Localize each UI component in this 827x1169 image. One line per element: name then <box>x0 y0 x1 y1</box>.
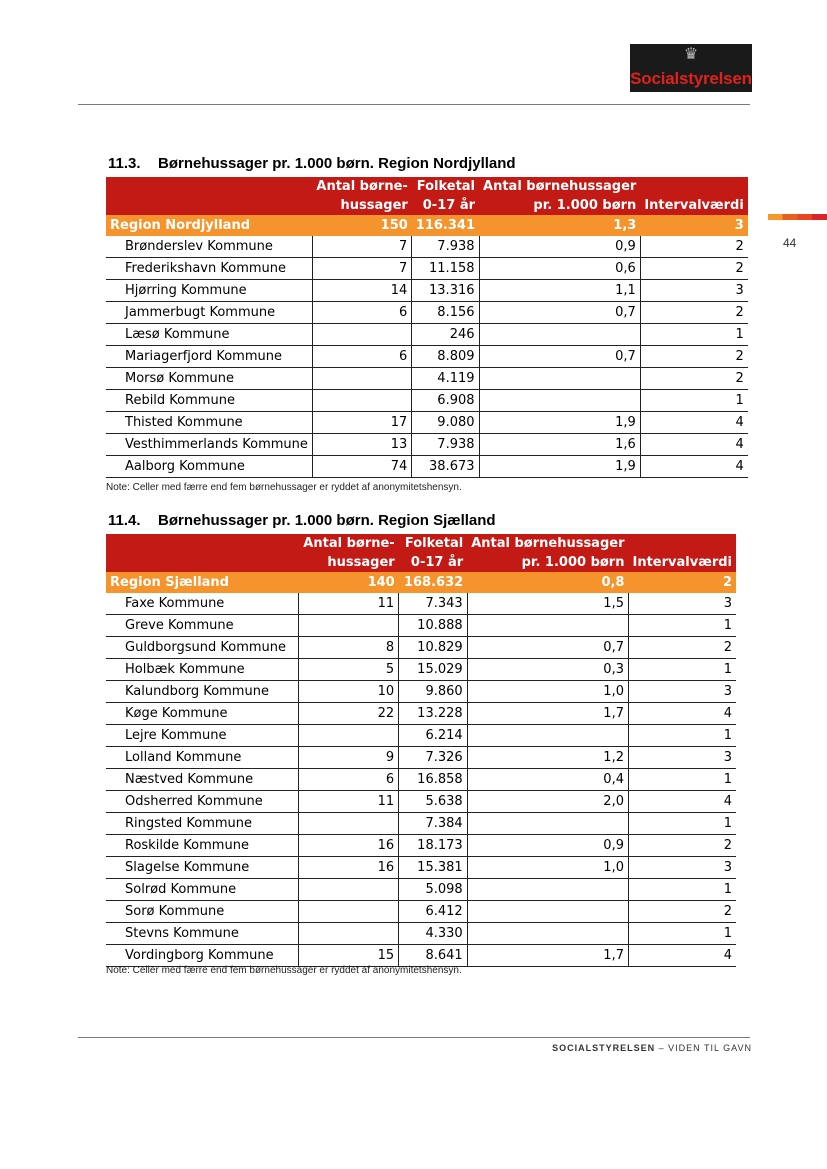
table-row <box>106 258 748 280</box>
antal-cell: 7 <box>312 258 411 280</box>
table-row <box>106 412 748 434</box>
interval-cell: 2 <box>628 637 736 659</box>
interval-cell: 1 <box>628 879 736 901</box>
kommune-name: Mariagerfjord Kommune <box>106 346 312 368</box>
region-name: Region Sjælland <box>106 572 299 593</box>
per1000-cell <box>479 390 640 412</box>
header-per1000: pr. 1.000 børn <box>467 553 628 572</box>
per1000-cell <box>467 725 628 747</box>
header-antal: Antal børne- <box>312 177 411 196</box>
antal-cell <box>299 879 399 901</box>
per1000-cell: 0,9 <box>479 236 640 258</box>
interval-cell: 1 <box>640 390 748 412</box>
per1000-cell: 1,7 <box>467 945 628 967</box>
interval-cell: 4 <box>640 412 748 434</box>
table-row <box>106 346 748 368</box>
interval-cell: 3 <box>628 857 736 879</box>
table-row <box>106 703 736 725</box>
kommune-name: Holbæk Kommune <box>106 659 299 681</box>
crown-icon: ♛ <box>683 46 699 63</box>
section-title-11-4 <box>108 512 496 529</box>
per1000-cell: 1,5 <box>467 593 628 615</box>
interval-cell: 4 <box>640 434 748 456</box>
table-row <box>106 791 736 813</box>
header-cell-empty <box>106 553 299 572</box>
per1000-cell: 2,0 <box>467 791 628 813</box>
kommune-name: Køge Kommune <box>106 703 299 725</box>
kommune-name: Vesthimmerlands Kommune <box>106 434 312 456</box>
kommune-name: Guldborgsund Kommune <box>106 637 299 659</box>
table-row <box>106 725 736 747</box>
header-folketal: 0-17 år <box>399 553 467 572</box>
header-antal: hussager <box>312 196 411 215</box>
per1000-cell: 0,9 <box>467 835 628 857</box>
kommune-name: Solrød Kommune <box>106 879 299 901</box>
antal-cell: 17 <box>312 412 411 434</box>
table-row <box>106 280 748 302</box>
kommune-name: Greve Kommune <box>106 615 299 637</box>
interval-cell: 3 <box>628 681 736 703</box>
per1000-cell: 1,7 <box>467 703 628 725</box>
section-number: 11.4. <box>108 512 141 529</box>
table-row <box>106 368 748 390</box>
antal-cell <box>299 725 399 747</box>
page-number: 44 <box>783 236 797 250</box>
table-row <box>106 637 736 659</box>
interval-cell: 1 <box>640 324 748 346</box>
interval-cell: 1 <box>628 769 736 791</box>
table-row <box>106 615 736 637</box>
kommune-name: Brønderslev Kommune <box>106 236 312 258</box>
header-antal: hussager <box>299 553 399 572</box>
folketal-cell: 18.173 <box>399 835 467 857</box>
folketal-cell: 6.908 <box>412 390 479 412</box>
header-cell-empty <box>640 177 748 196</box>
folketal-cell: 11.158 <box>412 258 479 280</box>
header-interval: Intervalværdi <box>640 196 748 215</box>
antal-cell: 6 <box>299 769 399 791</box>
region-antal: 150 <box>312 215 411 236</box>
interval-cell: 2 <box>628 835 736 857</box>
region-total-row <box>106 215 748 236</box>
table-row <box>106 813 736 835</box>
table-row <box>106 236 748 258</box>
header-cell-empty <box>628 534 736 553</box>
antal-cell <box>312 390 411 412</box>
logo-text: Socialstyrelsen <box>630 69 752 88</box>
antal-cell <box>312 324 411 346</box>
antal-cell: 5 <box>299 659 399 681</box>
folketal-cell: 7.326 <box>399 747 467 769</box>
antal-cell: 22 <box>299 703 399 725</box>
folketal-cell: 16.858 <box>399 769 467 791</box>
per1000-cell <box>467 901 628 923</box>
footer-brand: SOCIALSTYRELSEN <box>552 1043 656 1053</box>
header-folketal: Folketal <box>412 177 479 196</box>
interval-cell: 4 <box>628 703 736 725</box>
per1000-cell: 1,9 <box>479 456 640 478</box>
kommune-name: Odsherred Kommune <box>106 791 299 813</box>
antal-cell: 7 <box>312 236 411 258</box>
interval-cell: 2 <box>640 346 748 368</box>
table-row <box>106 769 736 791</box>
interval-cell: 4 <box>628 945 736 967</box>
table-row <box>106 681 736 703</box>
antal-cell <box>312 368 411 390</box>
folketal-cell: 9.080 <box>412 412 479 434</box>
antal-cell: 16 <box>299 857 399 879</box>
socialstyrelsen-logo <box>630 44 752 92</box>
footer-divider <box>78 1037 750 1038</box>
interval-cell: 2 <box>628 901 736 923</box>
table-row <box>106 945 736 967</box>
interval-cell: 1 <box>628 615 736 637</box>
table-header-row <box>106 534 736 553</box>
antal-cell: 11 <box>299 593 399 615</box>
table-row <box>106 879 736 901</box>
per1000-cell <box>467 615 628 637</box>
header-interval: Intervalværdi <box>628 553 736 572</box>
interval-cell: 4 <box>640 456 748 478</box>
folketal-cell: 15.381 <box>399 857 467 879</box>
kommune-name: Vordingborg Kommune <box>106 945 299 967</box>
header-folketal: 0-17 år <box>412 196 479 215</box>
table-header-row <box>106 196 748 215</box>
per1000-cell: 0,3 <box>467 659 628 681</box>
header-cell-empty <box>106 177 312 196</box>
section-title-11-3 <box>108 155 516 172</box>
section-number: 11.3. <box>108 155 141 172</box>
interval-cell: 2 <box>640 302 748 324</box>
folketal-cell: 4.330 <box>399 923 467 945</box>
region-name: Region Nordjylland <box>106 215 312 236</box>
per1000-cell: 0,7 <box>479 346 640 368</box>
region-interval: 2 <box>628 572 736 593</box>
interval-cell: 1 <box>628 659 736 681</box>
per1000-cell: 1,6 <box>479 434 640 456</box>
antal-cell <box>299 615 399 637</box>
folketal-cell: 38.673 <box>412 456 479 478</box>
table-row <box>106 324 748 346</box>
folketal-cell: 7.343 <box>399 593 467 615</box>
antal-cell <box>299 923 399 945</box>
kommune-name: Lejre Kommune <box>106 725 299 747</box>
per1000-cell: 0,6 <box>479 258 640 280</box>
interval-cell: 2 <box>640 368 748 390</box>
folketal-cell: 15.029 <box>399 659 467 681</box>
kommune-name: Aalborg Kommune <box>106 456 312 478</box>
folketal-cell: 8.641 <box>399 945 467 967</box>
region-antal: 140 <box>299 572 399 593</box>
antal-cell: 15 <box>299 945 399 967</box>
kommune-name: Faxe Kommune <box>106 593 299 615</box>
antal-cell <box>299 813 399 835</box>
antal-cell: 8 <box>299 637 399 659</box>
folketal-cell: 5.638 <box>399 791 467 813</box>
color-bar-decoration <box>768 214 827 220</box>
per1000-cell: 0,4 <box>467 769 628 791</box>
table-row <box>106 901 736 923</box>
kommune-name: Jammerbugt Kommune <box>106 302 312 324</box>
folketal-cell: 9.860 <box>399 681 467 703</box>
header-antal: Antal børne- <box>299 534 399 553</box>
antal-cell: 6 <box>312 346 411 368</box>
section-title-text: Børnehussager pr. 1.000 børn. Region Sjælland <box>158 512 496 529</box>
footer-tagline: – VIDEN TIL GAVN <box>655 1043 752 1053</box>
folketal-cell: 13.316 <box>412 280 479 302</box>
region-total-row <box>106 572 736 593</box>
kommune-name: Frederikshavn Kommune <box>106 258 312 280</box>
table-row <box>106 390 748 412</box>
kommune-name: Lolland Kommune <box>106 747 299 769</box>
table-row <box>106 835 736 857</box>
per1000-cell <box>467 879 628 901</box>
header-per1000: Antal børnehussager <box>467 534 628 553</box>
per1000-cell <box>479 368 640 390</box>
kommune-name: Sorø Kommune <box>106 901 299 923</box>
folketal-cell: 7.384 <box>399 813 467 835</box>
table-row <box>106 456 748 478</box>
folketal-cell: 6.214 <box>399 725 467 747</box>
table-region-nordjylland <box>106 177 748 478</box>
antal-cell: 16 <box>299 835 399 857</box>
interval-cell: 1 <box>628 725 736 747</box>
per1000-cell <box>467 813 628 835</box>
header-per1000: pr. 1.000 børn <box>479 196 640 215</box>
table-note: Note: Celler med færre end fem børnehussager er ryddet af anonymitetshensyn. <box>106 965 462 976</box>
region-per1000: 1,3 <box>479 215 640 236</box>
table-row <box>106 302 748 324</box>
per1000-cell <box>467 923 628 945</box>
kommune-name: Hjørring Kommune <box>106 280 312 302</box>
table-row <box>106 857 736 879</box>
region-interval: 3 <box>640 215 748 236</box>
kommune-name: Ringsted Kommune <box>106 813 299 835</box>
folketal-cell: 246 <box>412 324 479 346</box>
table-header-row <box>106 177 748 196</box>
antal-cell: 14 <box>312 280 411 302</box>
section-title-text: Børnehussager pr. 1.000 børn. Region Nordjylland <box>158 155 516 172</box>
antal-cell: 11 <box>299 791 399 813</box>
footer-text <box>552 1043 752 1053</box>
folketal-cell: 13.228 <box>399 703 467 725</box>
region-folketal: 116.341 <box>412 215 479 236</box>
per1000-cell: 1,0 <box>467 681 628 703</box>
interval-cell: 2 <box>640 236 748 258</box>
per1000-cell: 0,7 <box>479 302 640 324</box>
interval-cell: 3 <box>628 747 736 769</box>
interval-cell: 4 <box>628 791 736 813</box>
interval-cell: 1 <box>628 923 736 945</box>
table-row <box>106 434 748 456</box>
per1000-cell: 1,0 <box>467 857 628 879</box>
table-header-row <box>106 553 736 572</box>
kommune-name: Kalundborg Kommune <box>106 681 299 703</box>
per1000-cell: 0,7 <box>467 637 628 659</box>
header-cell-empty <box>106 196 312 215</box>
folketal-cell: 10.829 <box>399 637 467 659</box>
per1000-cell: 1,2 <box>467 747 628 769</box>
antal-cell: 9 <box>299 747 399 769</box>
folketal-cell: 8.156 <box>412 302 479 324</box>
folketal-cell: 8.809 <box>412 346 479 368</box>
region-folketal: 168.632 <box>399 572 467 593</box>
kommune-name: Stevns Kommune <box>106 923 299 945</box>
table-region-sjaelland <box>106 534 736 967</box>
interval-cell: 1 <box>628 813 736 835</box>
table-row <box>106 593 736 615</box>
folketal-cell: 7.938 <box>412 434 479 456</box>
antal-cell <box>299 901 399 923</box>
interval-cell: 3 <box>640 280 748 302</box>
folketal-cell: 4.119 <box>412 368 479 390</box>
region-per1000: 0,8 <box>467 572 628 593</box>
kommune-name: Morsø Kommune <box>106 368 312 390</box>
per1000-cell <box>479 324 640 346</box>
per1000-cell: 1,9 <box>479 412 640 434</box>
header-cell-empty <box>106 534 299 553</box>
kommune-name: Rebild Kommune <box>106 390 312 412</box>
antal-cell: 74 <box>312 456 411 478</box>
header-divider <box>78 104 750 105</box>
folketal-cell: 6.412 <box>399 901 467 923</box>
folketal-cell: 10.888 <box>399 615 467 637</box>
table-row <box>106 923 736 945</box>
folketal-cell: 5.098 <box>399 879 467 901</box>
kommune-name: Thisted Kommune <box>106 412 312 434</box>
per1000-cell: 1,1 <box>479 280 640 302</box>
kommune-name: Læsø Kommune <box>106 324 312 346</box>
table-row <box>106 659 736 681</box>
antal-cell: 6 <box>312 302 411 324</box>
folketal-cell: 7.938 <box>412 236 479 258</box>
kommune-name: Næstved Kommune <box>106 769 299 791</box>
antal-cell: 13 <box>312 434 411 456</box>
interval-cell: 3 <box>628 593 736 615</box>
antal-cell: 10 <box>299 681 399 703</box>
header-per1000: Antal børnehussager <box>479 177 640 196</box>
table-note: Note: Celler med færre end fem børnehussager er ryddet af anonymitetshensyn. <box>106 482 462 493</box>
interval-cell: 2 <box>640 258 748 280</box>
kommune-name: Slagelse Kommune <box>106 857 299 879</box>
kommune-name: Roskilde Kommune <box>106 835 299 857</box>
table-row <box>106 747 736 769</box>
header-folketal: Folketal <box>399 534 467 553</box>
